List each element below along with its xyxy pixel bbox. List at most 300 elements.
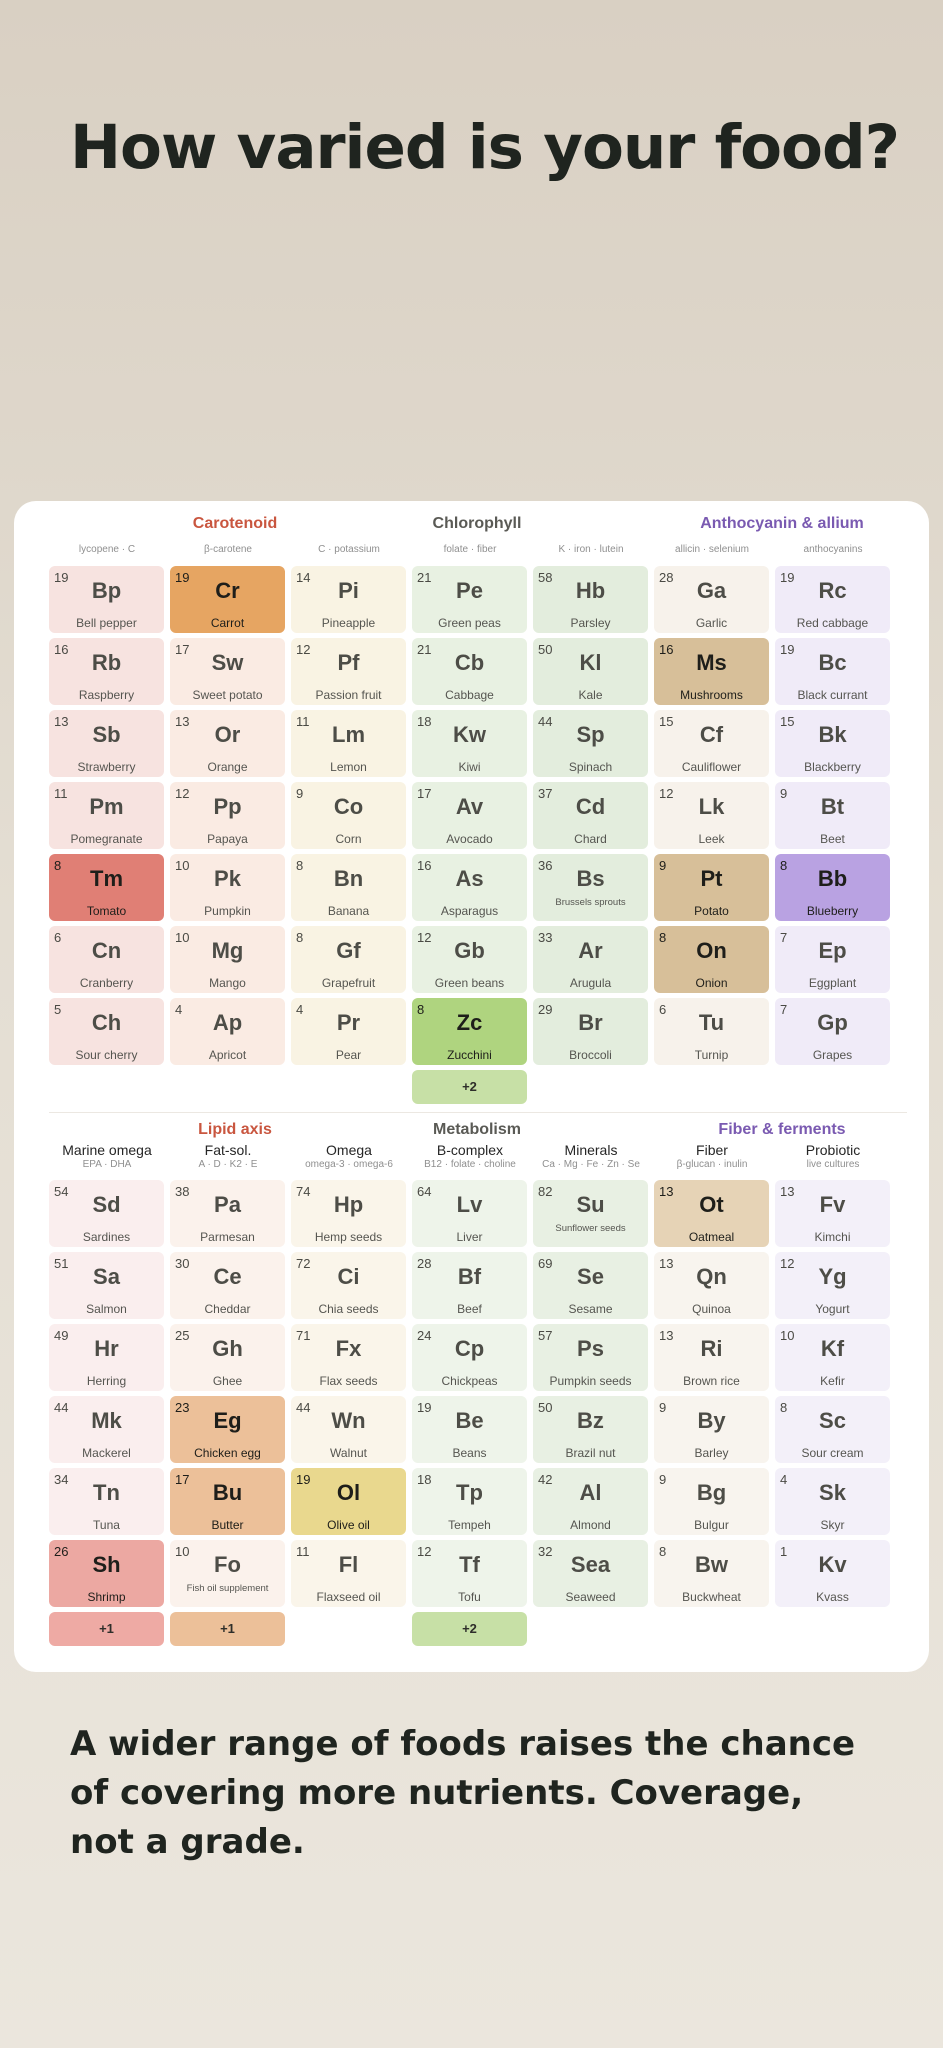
- food-name: Apricot: [208, 1048, 247, 1062]
- food-name: Brussels sprouts: [555, 897, 626, 908]
- food-symbol: Bk: [818, 722, 847, 747]
- food-count: 13: [659, 1328, 674, 1343]
- food-name: Flaxseed oil: [316, 1590, 381, 1604]
- page-headline: How varied is your food?: [70, 112, 900, 183]
- food-symbol: Bg: [696, 1480, 727, 1505]
- food-name: Mackerel: [82, 1446, 131, 1460]
- food-count: 72: [296, 1256, 311, 1271]
- food-tile-chia-seeds[interactable]: [291, 1252, 406, 1319]
- food-symbol: Zc: [456, 1010, 483, 1035]
- food-name: Chickpeas: [441, 1374, 498, 1388]
- food-symbol: Pm: [89, 794, 124, 819]
- group-header-anthocyanin-allium: Anthocyanin & allium: [700, 515, 864, 532]
- food-tile-turnip[interactable]: [654, 998, 769, 1065]
- food-symbol: Cn: [91, 938, 122, 963]
- food-symbol: Ce: [213, 1264, 242, 1289]
- food-count: 8: [417, 1002, 425, 1017]
- food-name: Potato: [694, 904, 729, 918]
- food-tile-avocado[interactable]: [412, 782, 527, 849]
- food-count: 9: [296, 786, 304, 801]
- food-symbol: Ms: [696, 650, 727, 675]
- food-tile-red-cabbage[interactable]: [775, 566, 890, 633]
- food-count: 9: [780, 786, 788, 801]
- food-tile-quinoa[interactable]: [654, 1252, 769, 1319]
- food-tile-buckwheat[interactable]: [654, 1540, 769, 1607]
- food-symbol: Pr: [336, 1010, 361, 1035]
- food-name: Cabbage: [445, 688, 494, 702]
- food-count: 57: [538, 1328, 553, 1343]
- column-nutrients: folate · fiber: [443, 544, 497, 555]
- food-tile-tempeh[interactable]: [412, 1468, 527, 1535]
- food-count: 19: [54, 570, 69, 585]
- food-count: 44: [54, 1400, 69, 1415]
- food-tile-walnut[interactable]: [291, 1396, 406, 1463]
- food-name: Fish oil supplement: [186, 1583, 269, 1594]
- food-name: Sour cream: [801, 1446, 864, 1460]
- food-symbol: Su: [576, 1192, 605, 1217]
- food-tile-pumpkin[interactable]: [170, 854, 285, 921]
- food-tile-onion[interactable]: [654, 926, 769, 993]
- food-name: Liver: [456, 1230, 483, 1244]
- food-name: Strawberry: [77, 760, 136, 774]
- food-name: Skyr: [820, 1518, 845, 1532]
- food-symbol: Pf: [337, 650, 360, 675]
- food-symbol: Bt: [820, 794, 845, 819]
- food-count: 19: [296, 1472, 311, 1487]
- food-name: Sesame: [568, 1302, 613, 1316]
- food-symbol: Ga: [696, 578, 727, 603]
- food-symbol: Hr: [94, 1336, 119, 1361]
- column-nutrients: β-glucan · inulin: [676, 1159, 748, 1170]
- food-count: 14: [296, 570, 311, 585]
- food-name: Kiwi: [458, 760, 481, 774]
- group-header-carotenoid: Carotenoid: [192, 515, 278, 532]
- food-count: 10: [175, 858, 190, 873]
- food-symbol: Pk: [214, 866, 241, 891]
- food-count: 16: [54, 642, 69, 657]
- food-name: Beef: [457, 1302, 482, 1316]
- food-tile-almond[interactable]: [533, 1468, 648, 1535]
- food-name: Corn: [335, 832, 362, 846]
- food-count: 23: [175, 1400, 190, 1415]
- food-tile-beans[interactable]: [412, 1396, 527, 1463]
- food-tile-kiwi[interactable]: [412, 710, 527, 777]
- food-symbol: Sk: [819, 1480, 846, 1505]
- food-count: 13: [175, 714, 190, 729]
- food-tile-cauliflower[interactable]: [654, 710, 769, 777]
- more-foods-button[interactable]: +2: [412, 1070, 527, 1104]
- food-count: 17: [175, 1472, 190, 1487]
- food-tile-green-peas[interactable]: [412, 566, 527, 633]
- food-name: Blackberry: [804, 760, 861, 774]
- column-title-fiber: Fiber: [696, 1142, 728, 1158]
- food-symbol: Lm: [332, 722, 365, 747]
- food-count: 21: [417, 642, 432, 657]
- column-nutrients: β-carotene: [204, 544, 252, 555]
- food-symbol: Rb: [91, 650, 122, 675]
- food-tile-lemon[interactable]: [291, 710, 406, 777]
- food-tile-salmon[interactable]: [49, 1252, 164, 1319]
- food-tile-kvass[interactable]: [775, 1540, 890, 1607]
- food-tile-sour-cream[interactable]: [775, 1396, 890, 1463]
- food-tile-chard[interactable]: [533, 782, 648, 849]
- food-name: Sour cherry: [75, 1048, 138, 1062]
- food-tile-parsley[interactable]: [533, 566, 648, 633]
- food-count: 44: [296, 1400, 311, 1415]
- food-tile-butter[interactable]: [170, 1468, 285, 1535]
- food-symbol: Sea: [570, 1552, 611, 1577]
- column-title-probiotic: Probiotic: [805, 1142, 861, 1158]
- food-count: 37: [538, 786, 553, 801]
- food-symbol: Fv: [819, 1192, 846, 1217]
- group-header-metabolism: Metabolism: [432, 1121, 521, 1138]
- more-foods-button[interactable]: +2: [412, 1612, 527, 1646]
- food-count: 12: [417, 1544, 432, 1559]
- food-symbol: Pa: [214, 1192, 241, 1217]
- column-title-b-complex: B-complex: [436, 1142, 504, 1158]
- food-name: Cauliflower: [681, 760, 742, 774]
- food-name: Leek: [698, 832, 725, 846]
- food-symbol: Ps: [577, 1336, 604, 1361]
- food-name: Quinoa: [692, 1302, 731, 1316]
- food-tile-corn[interactable]: [291, 782, 406, 849]
- food-count: 8: [780, 858, 788, 873]
- food-tile-sardines[interactable]: [49, 1180, 164, 1247]
- food-symbol: Co: [333, 794, 364, 819]
- food-tile-spinach[interactable]: [533, 710, 648, 777]
- food-tile-pineapple[interactable]: [291, 566, 406, 633]
- food-count: 26: [54, 1544, 69, 1559]
- food-count: 64: [417, 1184, 432, 1199]
- column-nutrients: A · D · K2 · E: [198, 1159, 258, 1170]
- food-count: 54: [54, 1184, 69, 1199]
- food-tile-black-currant[interactable]: [775, 638, 890, 705]
- food-tile-broccoli[interactable]: [533, 998, 648, 1065]
- food-count: 34: [54, 1472, 69, 1487]
- food-name: Spinach: [568, 760, 613, 774]
- food-symbol: Bw: [695, 1552, 728, 1577]
- food-symbol: Cd: [575, 794, 606, 819]
- food-name: Sweet potato: [192, 688, 263, 702]
- food-count: 17: [175, 642, 190, 657]
- food-tile-chicken-egg[interactable]: [170, 1396, 285, 1463]
- food-name: Chard: [574, 832, 607, 846]
- column-nutrients: B12 · folate · choline: [424, 1159, 516, 1170]
- food-tile-parmesan[interactable]: [170, 1180, 285, 1247]
- food-tile-shrimp[interactable]: [49, 1540, 164, 1607]
- food-tile-cabbage[interactable]: [412, 638, 527, 705]
- food-symbol: Ri: [700, 1336, 723, 1361]
- food-tile-oatmeal[interactable]: [654, 1180, 769, 1247]
- food-name: Beet: [820, 832, 845, 846]
- food-symbol: Wn: [331, 1408, 366, 1433]
- food-count: 9: [659, 1400, 667, 1415]
- section-divider: [49, 1112, 907, 1113]
- food-name: Almond: [570, 1518, 611, 1532]
- food-count: 7: [780, 1002, 788, 1017]
- food-count: 24: [417, 1328, 432, 1343]
- food-symbol: By: [697, 1408, 726, 1433]
- food-count: 42: [538, 1472, 553, 1487]
- food-count: 15: [659, 714, 674, 729]
- food-tile-flax-seeds[interactable]: [291, 1324, 406, 1391]
- food-tile-cheddar[interactable]: [170, 1252, 285, 1319]
- food-name: Butter: [211, 1518, 244, 1532]
- food-tile-cranberry[interactable]: [49, 926, 164, 993]
- food-name: Banana: [327, 904, 370, 918]
- food-symbol: Pp: [213, 794, 242, 819]
- food-count: 9: [659, 858, 667, 873]
- food-name: Garlic: [695, 616, 728, 630]
- food-name: Kvass: [816, 1590, 849, 1604]
- food-symbol: Pt: [700, 866, 723, 891]
- food-name: Tofu: [458, 1590, 481, 1604]
- food-symbol: Qn: [696, 1264, 727, 1289]
- food-count: 13: [54, 714, 69, 729]
- food-name: Kimchi: [814, 1230, 851, 1244]
- food-name: Bulgur: [694, 1518, 729, 1532]
- food-tile-sour-cherry[interactable]: [49, 998, 164, 1065]
- food-symbol: Pe: [456, 578, 483, 603]
- food-count: 21: [417, 570, 432, 585]
- food-tile-apricot[interactable]: [170, 998, 285, 1065]
- food-symbol: Lv: [456, 1192, 483, 1217]
- food-count: 15: [780, 714, 795, 729]
- food-symbol: Al: [579, 1480, 602, 1505]
- food-tile-sweet-potato[interactable]: [170, 638, 285, 705]
- food-tile-banana[interactable]: [291, 854, 406, 921]
- food-tile-herring[interactable]: [49, 1324, 164, 1391]
- food-count: 29: [538, 1002, 553, 1017]
- food-name: Passion fruit: [315, 688, 382, 702]
- food-tile-grapes[interactable]: [775, 998, 890, 1065]
- food-name: Pear: [335, 1048, 362, 1062]
- food-count: 28: [659, 570, 674, 585]
- food-name: Barley: [694, 1446, 729, 1460]
- food-name: Kale: [578, 688, 603, 702]
- food-tile-skyr[interactable]: [775, 1468, 890, 1535]
- food-count: 8: [659, 1544, 667, 1559]
- food-symbol: Tn: [93, 1480, 120, 1505]
- food-name: Brown rice: [683, 1374, 740, 1388]
- food-tile-barley[interactable]: [654, 1396, 769, 1463]
- food-symbol: Lk: [698, 794, 725, 819]
- food-tile-pomegranate[interactable]: [49, 782, 164, 849]
- food-count: 8: [296, 930, 304, 945]
- food-name: Lemon: [330, 760, 367, 774]
- food-symbol: Cr: [215, 578, 240, 603]
- food-count: 12: [296, 642, 311, 657]
- food-symbol: Fo: [214, 1552, 241, 1577]
- food-symbol: Kw: [453, 722, 486, 747]
- food-tile-brown-rice[interactable]: [654, 1324, 769, 1391]
- food-count: 25: [175, 1328, 190, 1343]
- food-symbol: Av: [455, 794, 484, 819]
- food-count: 30: [175, 1256, 190, 1271]
- food-symbol: Br: [578, 1010, 603, 1035]
- food-symbol: Tf: [459, 1552, 480, 1577]
- food-tile-raspberry[interactable]: [49, 638, 164, 705]
- group-header-lipid-axis: Lipid axis: [198, 1121, 272, 1138]
- food-symbol: Ch: [91, 1010, 122, 1035]
- food-count: 12: [780, 1256, 795, 1271]
- food-tile-blueberry[interactable]: [775, 854, 890, 921]
- food-tile-papaya[interactable]: [170, 782, 285, 849]
- column-nutrients: live cultures: [806, 1159, 860, 1170]
- food-tile-bulgur[interactable]: [654, 1468, 769, 1535]
- food-symbol: Gb: [454, 938, 485, 963]
- food-tile-hemp-seeds[interactable]: [291, 1180, 406, 1247]
- more-foods-button[interactable]: +1: [49, 1612, 164, 1646]
- food-tile-flaxseed-oil[interactable]: [291, 1540, 406, 1607]
- food-symbol: Hp: [333, 1192, 364, 1217]
- food-tile-asparagus[interactable]: [412, 854, 527, 921]
- food-count: 16: [417, 858, 432, 873]
- food-symbol: Sd: [92, 1192, 121, 1217]
- food-tile-green-beans[interactable]: [412, 926, 527, 993]
- food-tile-brazil-nut[interactable]: [533, 1396, 648, 1463]
- food-name: Oatmeal: [688, 1230, 735, 1244]
- food-symbol: Or: [214, 722, 241, 747]
- food-tile-beef[interactable]: [412, 1252, 527, 1319]
- column-nutrients: lycopene · C: [78, 544, 136, 555]
- food-name: Parsley: [570, 616, 611, 630]
- food-tile-passion-fruit[interactable]: [291, 638, 406, 705]
- food-symbol: Bb: [817, 866, 848, 891]
- food-count: 44: [538, 714, 553, 729]
- food-tile-tofu[interactable]: [412, 1540, 527, 1607]
- food-name: Chia seeds: [318, 1302, 379, 1316]
- food-tile-strawberry[interactable]: [49, 710, 164, 777]
- food-tile-eggplant[interactable]: [775, 926, 890, 993]
- food-name: Pumpkin seeds: [549, 1374, 632, 1388]
- food-tile-grapefruit[interactable]: [291, 926, 406, 993]
- food-name: Buckwheat: [682, 1590, 741, 1604]
- food-tile-olive-oil[interactable]: [291, 1468, 406, 1535]
- food-name: Salmon: [86, 1302, 127, 1316]
- food-count: 8: [659, 930, 667, 945]
- food-tile-kale[interactable]: [533, 638, 648, 705]
- more-foods-button[interactable]: +1: [170, 1612, 285, 1646]
- food-name: Yogurt: [815, 1302, 850, 1316]
- food-tile-kefir[interactable]: [775, 1324, 890, 1391]
- food-symbol: Bz: [577, 1408, 604, 1433]
- food-tile-blackberry[interactable]: [775, 710, 890, 777]
- food-count: 28: [417, 1256, 432, 1271]
- food-count: 16: [659, 642, 674, 657]
- food-name: Red cabbage: [796, 616, 869, 630]
- food-tile-seaweed[interactable]: [533, 1540, 648, 1607]
- food-tile-fish-oil-supplement[interactable]: [170, 1540, 285, 1607]
- food-count: 8: [780, 1400, 788, 1415]
- food-symbol: Tm: [90, 866, 123, 891]
- food-tile-leek[interactable]: [654, 782, 769, 849]
- food-tile-sunflower-seeds[interactable]: [533, 1180, 648, 1247]
- food-tile-yogurt[interactable]: [775, 1252, 890, 1319]
- food-name: Orange: [207, 760, 248, 774]
- food-tile-pumpkin-seeds[interactable]: [533, 1324, 648, 1391]
- food-count: 8: [296, 858, 304, 873]
- food-count: 19: [417, 1400, 432, 1415]
- food-tile-carrot[interactable]: [170, 566, 285, 633]
- food-tile-pear[interactable]: [291, 998, 406, 1065]
- food-symbol: Ap: [212, 1010, 243, 1035]
- food-name: Cranberry: [79, 976, 134, 990]
- food-symbol: Sp: [576, 722, 605, 747]
- food-symbol: Be: [455, 1408, 484, 1433]
- food-count: 5: [54, 1002, 62, 1017]
- food-name: Walnut: [330, 1446, 367, 1460]
- food-name: Hemp seeds: [314, 1230, 383, 1244]
- food-count: 32: [538, 1544, 553, 1559]
- food-count: 18: [417, 1472, 432, 1487]
- food-tile-orange[interactable]: [170, 710, 285, 777]
- food-symbol: Ar: [578, 938, 603, 963]
- food-tile-potato[interactable]: [654, 854, 769, 921]
- food-tile-mango[interactable]: [170, 926, 285, 993]
- food-count: 18: [417, 714, 432, 729]
- food-tile-tomato[interactable]: [49, 854, 164, 921]
- food-symbol: Bp: [91, 578, 122, 603]
- food-tile-kimchi[interactable]: [775, 1180, 890, 1247]
- food-tile-sesame[interactable]: [533, 1252, 648, 1319]
- food-symbol: Mk: [91, 1408, 122, 1433]
- food-name: Herring: [86, 1374, 127, 1388]
- food-tile-bell-pepper[interactable]: [49, 566, 164, 633]
- food-tile-mackerel[interactable]: [49, 1396, 164, 1463]
- food-count: 12: [175, 786, 190, 801]
- food-tile-chickpeas[interactable]: [412, 1324, 527, 1391]
- food-name: Parmesan: [200, 1230, 255, 1244]
- food-tile-zucchini[interactable]: [412, 998, 527, 1065]
- food-symbol: Kv: [818, 1552, 847, 1577]
- food-symbol: Fl: [338, 1552, 359, 1577]
- food-count: 9: [659, 1472, 667, 1487]
- food-tile-ghee[interactable]: [170, 1324, 285, 1391]
- food-name: Pumpkin: [204, 904, 251, 918]
- food-tile-mushrooms[interactable]: [654, 638, 769, 705]
- food-count: 10: [175, 930, 190, 945]
- food-count: 50: [538, 642, 553, 657]
- food-count: 51: [54, 1256, 69, 1271]
- food-count: 8: [54, 858, 62, 873]
- food-symbol: Sh: [92, 1552, 121, 1577]
- food-name: Tempeh: [448, 1518, 491, 1532]
- group-header-chlorophyll: Chlorophyll: [432, 515, 522, 532]
- food-count: 4: [780, 1472, 788, 1487]
- column-nutrients: K · iron · lutein: [558, 544, 624, 555]
- column-title-marine-omega: Marine omega: [62, 1142, 152, 1158]
- food-symbol: Cp: [454, 1336, 485, 1361]
- food-count: 12: [659, 786, 674, 801]
- food-count: 10: [780, 1328, 795, 1343]
- food-symbol: Ot: [699, 1192, 724, 1217]
- food-symbol: Bu: [212, 1480, 243, 1505]
- food-tile-tuna[interactable]: [49, 1468, 164, 1535]
- food-count: 33: [538, 930, 553, 945]
- food-name: Cheddar: [204, 1302, 251, 1316]
- food-tile-beet[interactable]: [775, 782, 890, 849]
- food-symbol: Gp: [817, 1010, 848, 1035]
- food-symbol: Cb: [454, 650, 485, 675]
- food-tile-liver[interactable]: [412, 1180, 527, 1247]
- food-symbol: Cf: [699, 722, 724, 747]
- food-tile-arugula[interactable]: [533, 926, 648, 993]
- food-tile-brussels-sprouts[interactable]: [533, 854, 648, 921]
- food-count: 6: [54, 930, 62, 945]
- food-tile-garlic[interactable]: [654, 566, 769, 633]
- food-name: Blueberry: [806, 904, 859, 918]
